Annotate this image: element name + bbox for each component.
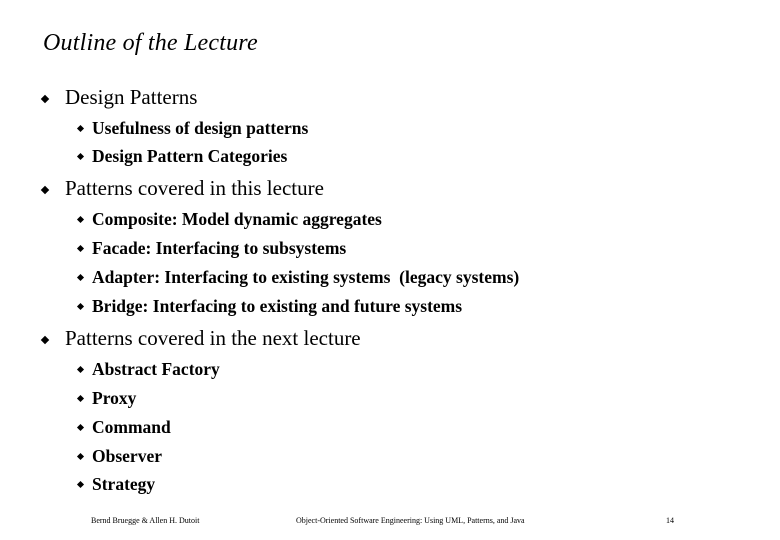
list-item-label: Facade: Interfacing to subsystems [92,237,347,258]
bullet-icon [77,273,84,280]
bullet-icon [77,244,84,251]
list-item-label: Strategy [92,473,156,494]
footer-page-number: 14 [666,516,674,525]
footer-book-title: Object-Oriented Software Engineering: Using UML, Patterns, and Java [296,516,525,525]
bullet-icon [77,365,84,372]
section-design-patterns [40,82,197,112]
section-heading: Patterns covered in this lecture [65,175,324,200]
list-item [78,294,462,318]
list-item [78,116,308,140]
list-item [78,144,287,168]
list-item-label: Bridge: Interfacing to existing and future systems [92,295,463,316]
section-heading: Design Patterns [65,84,198,109]
list-item [78,207,382,231]
bullet-icon [77,215,84,222]
list-item-label: Observer [92,445,162,466]
bullet-icon [77,394,84,401]
section-patterns-next-lecture [40,323,361,353]
section-heading: Patterns covered in the next lecture [65,325,361,350]
bullet-icon [77,302,84,309]
bullet-icon [77,124,84,131]
bullet-icon [77,152,84,159]
list-item-label: Command [92,416,171,437]
list-item-label: Adapter: Interfacing to existing systems (legacy systems) [92,266,520,287]
list-item-label: Composite: Model dynamic aggregates [92,208,382,229]
list-item [78,415,171,439]
list-item [78,236,346,260]
list-item [78,386,136,410]
bullet-icon [77,452,84,459]
list-item-label: Abstract Factory [92,358,220,379]
footer-authors: Bernd Bruegge & Allen H. Dutoit [91,516,200,525]
diamond-bullet-icon [41,336,49,344]
list-item [78,265,519,289]
list-item [78,472,155,496]
list-item-label: Usefulness of design patterns [92,117,309,138]
list-item [78,444,162,468]
list-item-label: Design Pattern Categories [92,145,288,166]
list-item-label: Proxy [92,387,137,408]
bullet-icon [77,423,84,430]
bullet-icon [77,480,84,487]
section-patterns-this-lecture [40,173,324,203]
diamond-bullet-icon [41,95,49,103]
slide-title: Outline of the Lecture [43,30,258,56]
diamond-bullet-icon [41,186,49,194]
list-item [78,357,220,381]
